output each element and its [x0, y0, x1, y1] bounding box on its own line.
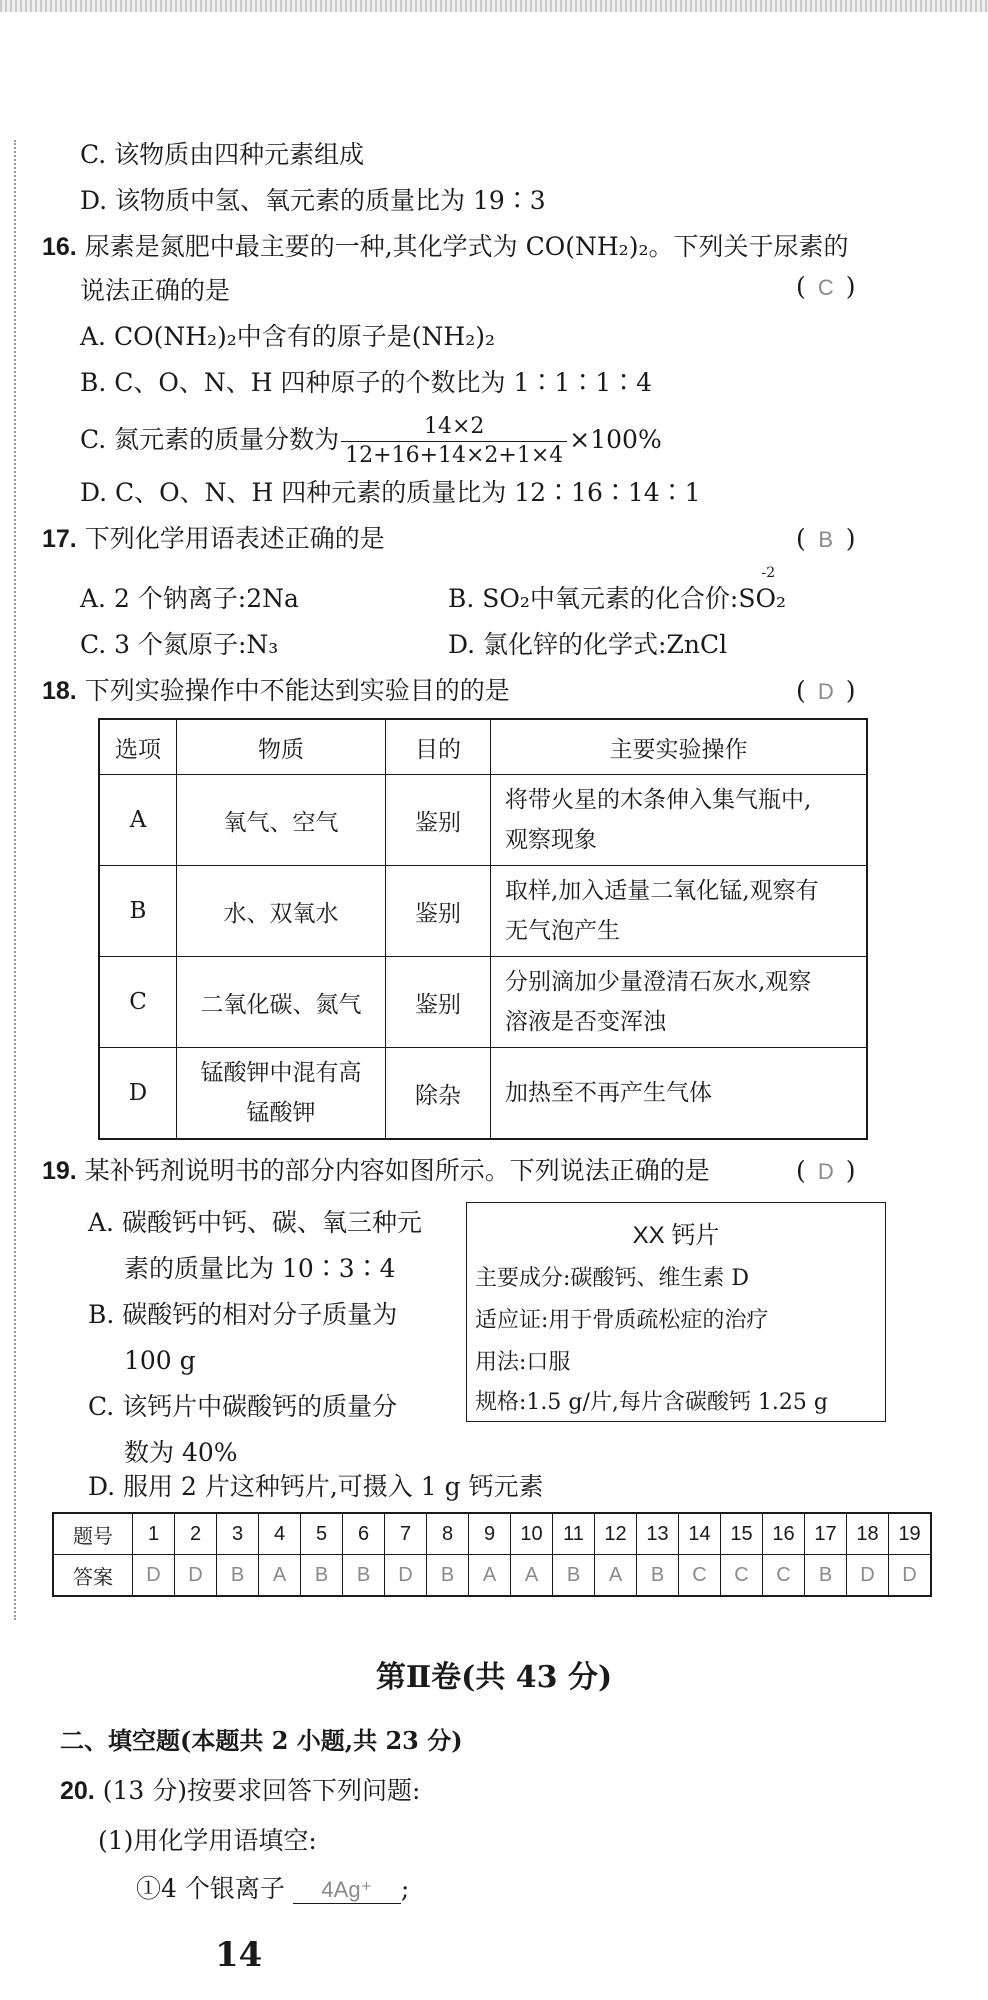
grid-answer: B: [217, 1555, 259, 1597]
grid-number: 10: [511, 1513, 553, 1555]
q20-item1-answer-blank[interactable]: 4Ag⁺: [293, 1877, 401, 1904]
row-option: A: [99, 775, 177, 866]
grid-number: 1: [133, 1513, 175, 1555]
q15-option-d: D. 该物质中氢、氧元素的质量比为 19∶3: [80, 186, 546, 215]
grid-answer: A: [469, 1555, 511, 1597]
row-operation: [491, 866, 868, 957]
q17-answer-bracket: ( B ): [796, 524, 856, 553]
header-substance: 物质: [177, 719, 386, 775]
grid-answer: C: [763, 1555, 805, 1597]
label-line: 用法:口服: [475, 1350, 571, 1375]
section-title: 第Ⅱ卷(共 43 分): [375, 1660, 613, 1695]
q17-option-a: A. 2 个钠离子:2Na: [80, 584, 299, 613]
q17-answer: B: [818, 527, 834, 552]
q19-option-a-line2: 素的质量比为 10∶3∶4: [124, 1254, 396, 1283]
row-purpose: 鉴别: [386, 775, 491, 866]
q19-option-b-line1: B. 碳酸钙的相对分子质量为: [88, 1300, 398, 1329]
q16-stem-line1: [42, 232, 848, 262]
q16-option-c-prefix: C. 氮元素的质量分数为: [80, 425, 340, 454]
q16-stem-line2: 说法正确的是: [80, 276, 231, 305]
grid-number: 2: [175, 1513, 217, 1555]
row-option: B: [99, 866, 177, 957]
grid-number: 6: [343, 1513, 385, 1555]
q16-fraction: [341, 413, 567, 470]
grid-number: 15: [721, 1513, 763, 1555]
grid-number: 4: [259, 1513, 301, 1555]
q20-stem-text: (13 分)按要求回答下列问题:: [102, 1776, 421, 1805]
q17-option-b: [448, 565, 786, 614]
q19-number: 19.: [42, 1157, 77, 1185]
q16-answer-bracket: ( C ): [796, 272, 856, 301]
grid-answer: D: [385, 1555, 427, 1597]
row-option: D: [99, 1048, 177, 1140]
q17-option-c: C. 3 个氮原子:N₃: [80, 630, 279, 659]
header-operation: 主要实验操作: [491, 719, 868, 775]
valence-mark: -2: [761, 565, 776, 581]
row-operation: [491, 957, 868, 1048]
q17-option-d: D. 氯化锌的化学式:ZnCl: [448, 630, 728, 659]
q16-stem-text: 尿素是氮肥中最主要的一种,其化学式为 CO(NH₂)₂。下列关于尿素的: [84, 232, 849, 261]
answer-grid: [52, 1512, 932, 1597]
table-row: [99, 866, 867, 957]
q17-number: 17.: [42, 525, 77, 553]
row-operation: [491, 775, 868, 866]
grid-answer: A: [595, 1555, 637, 1597]
q18-stem-text: 下列实验操作中不能达到实验目的的是: [84, 676, 510, 705]
q19-stem: [42, 1156, 710, 1186]
label-line: 规格:1.5 g/片,每片含碳酸钙 1.25 g: [475, 1390, 828, 1415]
answer-grid-answer-row: [53, 1555, 931, 1597]
table-row: [99, 775, 867, 866]
q16-option-c: [80, 410, 662, 470]
fill-in-heading: 二、填空题(本题共 2 小题,共 23 分): [60, 1726, 463, 1755]
grid-answer: C: [679, 1555, 721, 1597]
q17-oxygen-valence: [755, 565, 786, 614]
substance-line: 锰酸钾中混有高: [200, 1060, 362, 1086]
grid-number: 18: [847, 1513, 889, 1555]
page-number: 14: [215, 1935, 263, 1975]
grid-answer: D: [889, 1555, 932, 1597]
row-substance: [177, 1048, 386, 1140]
q16-option-c-suffix: ×100%: [569, 425, 662, 454]
table-row: [99, 957, 867, 1048]
q19-option-c-line2: 数为 40%: [124, 1438, 238, 1467]
grid-answer: B: [427, 1555, 469, 1597]
row-option: C: [99, 957, 177, 1048]
q20-item1: [136, 1874, 409, 1904]
binding-margin-line: [14, 140, 16, 1620]
grid-answer: B: [805, 1555, 847, 1597]
grid-number: 7: [385, 1513, 427, 1555]
grid-number: 12: [595, 1513, 637, 1555]
q19-stem-text: 某补钙剂说明书的部分内容如图所示。下列说法正确的是: [84, 1156, 710, 1185]
q18-stem: [42, 676, 510, 706]
label-title: XX 钙片: [632, 1222, 720, 1249]
row-operation: [491, 1048, 868, 1140]
grid-number: 3: [217, 1513, 259, 1555]
grid-number: 14: [679, 1513, 721, 1555]
grid-number: 8: [427, 1513, 469, 1555]
operation-line: 溶液是否变浑浊: [505, 1009, 666, 1035]
scan-edge: [0, 0, 988, 12]
grid-answer: B: [553, 1555, 595, 1597]
table-row: [99, 1048, 867, 1140]
operation-line: 加热至不再产生气体: [505, 1080, 712, 1106]
grid-answer: B: [301, 1555, 343, 1597]
q18-table: [98, 718, 868, 1140]
q18-answer-bracket: ( D ): [796, 676, 856, 705]
q19-option-a-line1: A. 碳酸钙中钙、碳、氧三种元: [88, 1208, 422, 1237]
header-purpose: 目的: [386, 719, 491, 775]
q19-option-c-line1: C. 该钙片中碳酸钙的质量分: [88, 1392, 398, 1421]
grid-answer: D: [847, 1555, 889, 1597]
substance-line: 氧气、空气: [223, 809, 339, 836]
q19-option-b-line2: 100 g: [124, 1346, 196, 1375]
grid-number: 9: [469, 1513, 511, 1555]
answer-grid-number-row: [53, 1513, 931, 1555]
q18-answer: D: [817, 679, 834, 704]
row-purpose: 除杂: [386, 1048, 491, 1140]
substance-line: 锰酸钾: [246, 1100, 316, 1126]
grid-answer: D: [133, 1555, 175, 1597]
grid-number: 16: [763, 1513, 805, 1555]
q20-stem: [60, 1776, 420, 1806]
grid-number: 5: [301, 1513, 343, 1555]
q19-answer: D: [817, 1159, 834, 1184]
q19-answer-bracket: ( D ): [796, 1156, 856, 1185]
q17-stem: [42, 524, 385, 554]
q20-item1-suffix: ;: [400, 1874, 410, 1903]
q16-answer: C: [817, 275, 834, 300]
operation-line: 无气泡产生: [505, 918, 620, 944]
operation-line: 取样,加入适量二氧化锰,观察有: [505, 878, 819, 904]
grid-answer: D: [175, 1555, 217, 1597]
operation-line: 将带火星的木条伸入集气瓶中,: [505, 787, 812, 813]
substance-line: 二氧化碳、氮气: [200, 991, 362, 1018]
grid-answer: A: [259, 1555, 301, 1597]
q18-number: 18.: [42, 677, 77, 705]
row-substance: [177, 775, 386, 866]
q17-stem-text: 下列化学用语表述正确的是: [84, 524, 385, 553]
grid-number: 19: [889, 1513, 932, 1555]
grid-number: 13: [637, 1513, 679, 1555]
q20-number: 20.: [60, 1777, 95, 1805]
oxygen-symbol: O₂: [755, 584, 786, 613]
row-purpose: 鉴别: [386, 957, 491, 1048]
q15-option-c: C. 该物质由四种元素组成: [80, 140, 365, 169]
row-substance: [177, 866, 386, 957]
grid-label-answer: 答案: [53, 1555, 133, 1597]
q17-option-b-prefix: B. SO₂中氧元素的化合价:S: [448, 584, 756, 613]
calcium-tablet-label: [466, 1202, 886, 1422]
grid-number: 17: [805, 1513, 847, 1555]
grid-answer: A: [511, 1555, 553, 1597]
table-header-row: [99, 719, 867, 775]
operation-line: 观察现象: [505, 827, 597, 853]
q19-option-d: D. 服用 2 片这种钙片,可摄入 1 g 钙元素: [88, 1472, 544, 1501]
label-line: 适应证:用于骨质疏松症的治疗: [475, 1308, 769, 1333]
label-line: 主要成分:碳酸钙、维生素 D: [475, 1266, 750, 1291]
fraction-numerator: 14×2: [341, 413, 567, 442]
q16-option-a: A. CO(NH₂)₂中含有的原子是(NH₂)₂: [80, 322, 496, 351]
grid-answer: C: [721, 1555, 763, 1597]
q16-option-b: B. C、O、N、H 四种原子的个数比为 1∶1∶1∶4: [80, 368, 653, 397]
row-substance: [177, 957, 386, 1048]
row-purpose: 鉴别: [386, 866, 491, 957]
fraction-denominator: 12+16+14×2+1×4: [345, 443, 564, 468]
q20-item1-prefix: ①4 个银离子: [136, 1874, 285, 1903]
q16-number: 16.: [42, 233, 77, 261]
grid-answer: B: [637, 1555, 679, 1597]
q16-option-d: D. C、O、N、H 四种元素的质量比为 12∶16∶14∶1: [80, 478, 701, 507]
operation-line: 分别滴加少量澄清石灰水,观察: [505, 969, 812, 995]
grid-label-number: 题号: [53, 1513, 133, 1555]
grid-number: 11: [553, 1513, 595, 1555]
grid-answer: B: [343, 1555, 385, 1597]
q20-sub1: (1)用化学用语填空:: [98, 1826, 317, 1855]
substance-line: 水、双氧水: [223, 900, 339, 927]
header-option: 选项: [99, 719, 177, 775]
